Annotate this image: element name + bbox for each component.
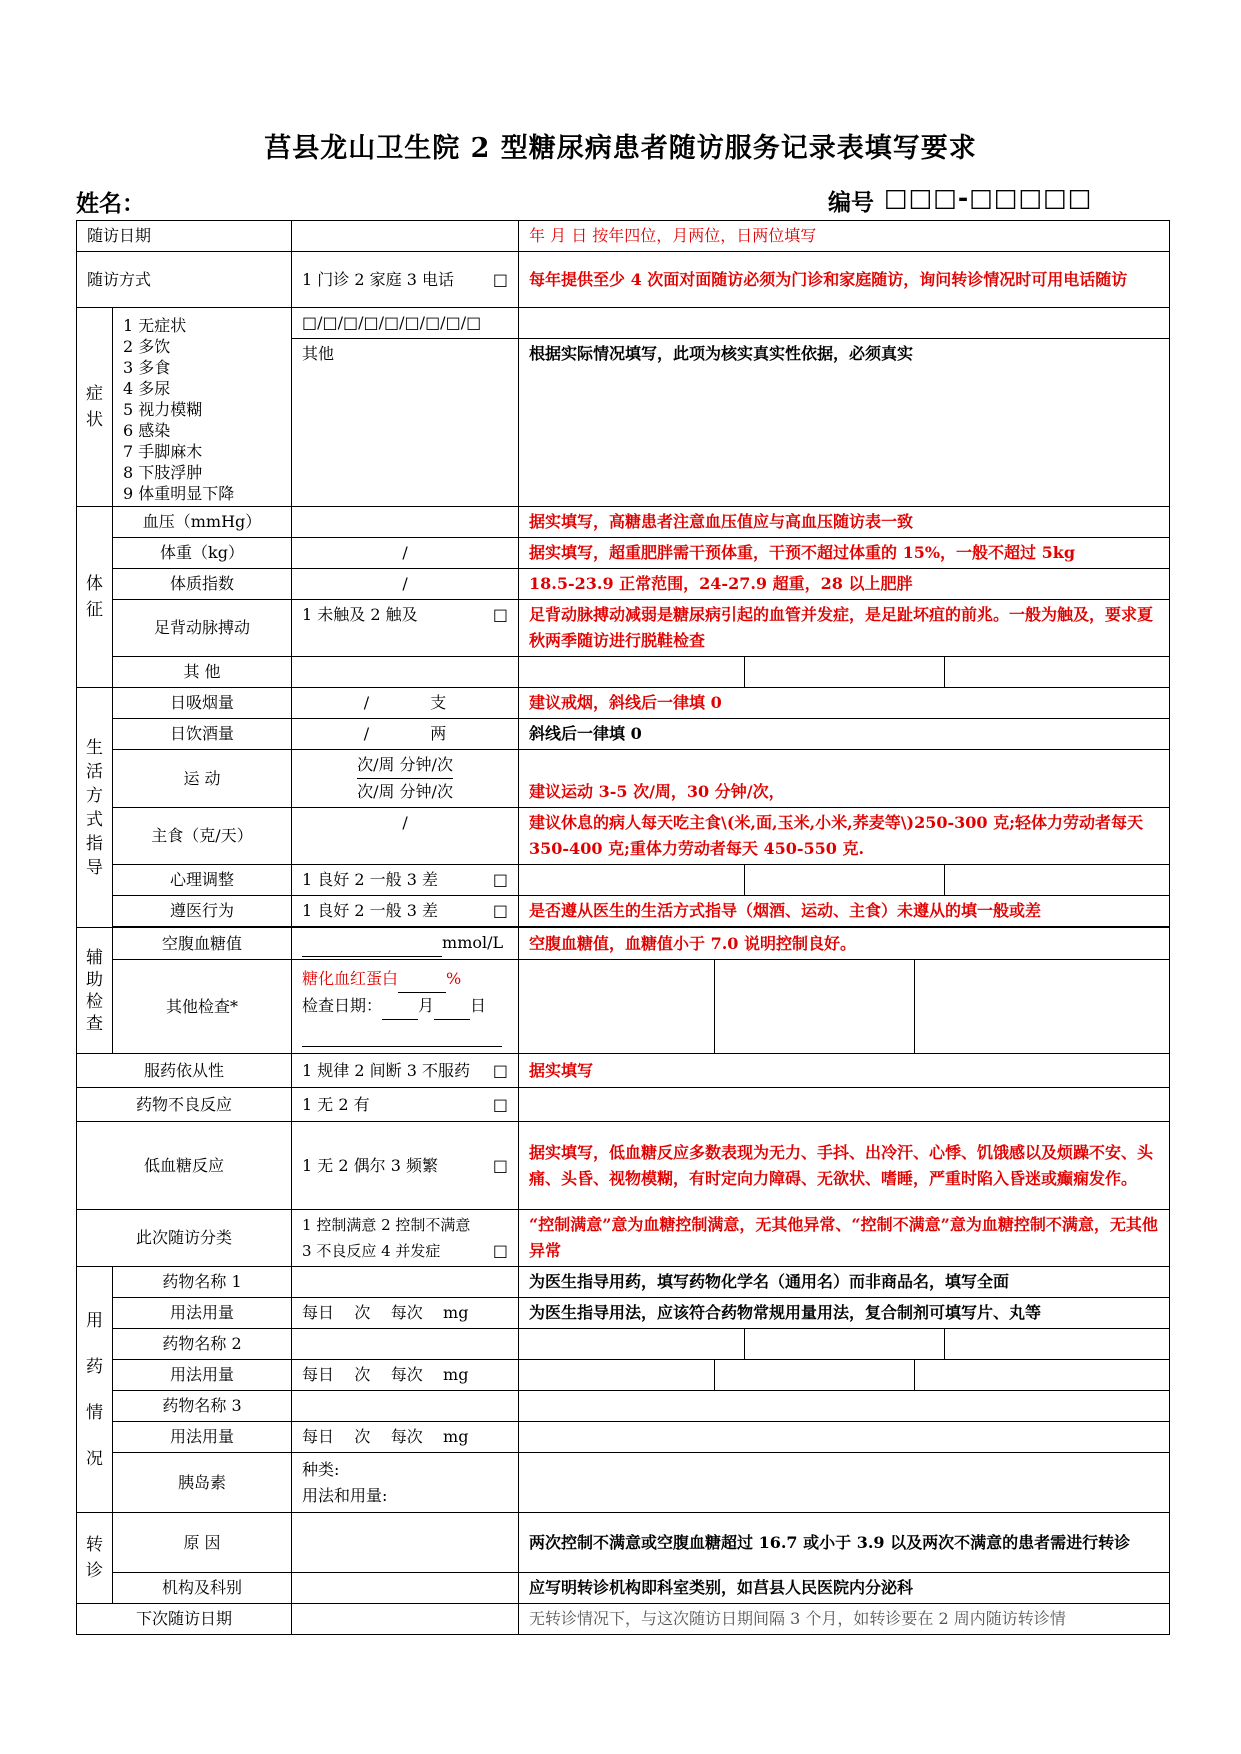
section-aux: 辅 助 检 查 [77, 928, 113, 1054]
input-hypoglycemia[interactable] [292, 1122, 519, 1210]
note-next-visit: 无转诊情况下，与这次随访日期间隔 3 个月，如转诊要在 2 周内随访转诊情 [519, 1604, 1170, 1635]
section-lifestyle: 生 活 方 式 指 导 [77, 688, 113, 928]
row-drug-1 [77, 1267, 1170, 1298]
symptom-item: 1 无症状 [123, 315, 187, 335]
input-bmi[interactable]: / [292, 569, 519, 600]
adherence-options: 1 规律 2 间断 3 不服药 [302, 1060, 470, 1080]
label-next-visit: 下次随访日期 [77, 1604, 292, 1635]
input-mental[interactable] [292, 865, 519, 896]
label-classification: 此次随访分类 [77, 1210, 292, 1267]
page-title: 莒县龙山卫生院 2 型糖尿病患者随访服务记录表填写要求 [264, 133, 977, 164]
note-adverse [519, 1088, 1170, 1122]
symptom-item: 2 多饮 [123, 336, 171, 356]
section-symptoms: 症 状 [77, 308, 113, 507]
foot-pulse-checkbox[interactable]: □ [492, 605, 509, 624]
input-insulin[interactable] [292, 1453, 519, 1513]
input-classification[interactable] [292, 1210, 519, 1267]
note-symptoms: 根据实际情况填写，此项为核实真实性依据，必须真实 [519, 339, 1170, 507]
adverse-checkbox[interactable]: □ [492, 1094, 509, 1114]
label-blood-pressure: 血压（mmHg） [113, 507, 292, 538]
symptom-note-top [519, 308, 1170, 339]
mental-options: 1 良好 2 一般 3 差 [302, 870, 438, 889]
insulin-type-label: 种类: [302, 1459, 340, 1479]
row-follow-up-method [77, 252, 1170, 308]
section-referral: 转 诊 [77, 1513, 113, 1604]
label-follow-up-date: 随访日期 [77, 221, 292, 252]
smoking-unit: 支 [430, 693, 447, 712]
label-smoking: 日吸烟量 [113, 688, 292, 719]
row-staple-food [77, 808, 1170, 865]
row-other-checks [77, 960, 1170, 1054]
input-usage-2[interactable]: 每日 次 每次 mg [292, 1360, 519, 1391]
row-compliance [77, 896, 1170, 927]
cell-blank[interactable] [519, 1391, 1170, 1422]
label-bmi: 体质指数 [113, 569, 292, 600]
label-hypoglycemia: 低血糖反应 [77, 1122, 292, 1210]
cell-blank[interactable] [915, 960, 1170, 1054]
foot-pulse-options: 1 未触及 2 触及 [302, 605, 418, 624]
note-drinking: 斜线后一律填 0 [519, 719, 1170, 750]
row-mental [77, 865, 1170, 896]
cell-blank[interactable] [915, 1360, 1170, 1391]
label-referral-reason: 原 因 [113, 1513, 292, 1573]
symptom-item: 3 多食 [123, 357, 171, 377]
input-fasting-glucose[interactable] [292, 928, 519, 960]
row-usage-3 [77, 1422, 1170, 1453]
input-usage-1[interactable]: 每日 次 每次 mg [292, 1298, 519, 1329]
symptom-item: 5 视力模糊 [123, 399, 203, 419]
symptom-checkboxes[interactable]: □/□/□/□/□/□/□/□/□ [292, 308, 519, 339]
classification-checkbox[interactable]: □ [492, 1241, 509, 1260]
row-next-visit [77, 1604, 1170, 1635]
row-drinking [77, 719, 1170, 750]
row-smoking [77, 688, 1170, 719]
symptom-item: 4 多尿 [123, 378, 171, 398]
hba1c-label: 糖化血红蛋白 [302, 969, 399, 988]
label-insulin: 胰岛素 [113, 1453, 292, 1513]
input-blood-pressure[interactable] [292, 507, 519, 538]
input-drinking[interactable] [292, 719, 519, 750]
label-other-checks: 其他检查* [113, 960, 292, 1054]
input-adherence[interactable] [292, 1054, 519, 1088]
follow-up-form-table [76, 220, 1170, 1635]
note-smoking: 建议戒烟，斜线后一律填 0 [519, 688, 1170, 719]
code-boxes[interactable]: □□□-□□□□□ [884, 183, 1093, 212]
label-fasting-glucose: 空腹血糖值 [113, 928, 292, 960]
note-weight: 据实填写，超重肥胖需干预体重，干预不超过体重的 15%，一般不超过 5kg [519, 538, 1170, 569]
row-foot-pulse [77, 600, 1170, 657]
input-next-visit[interactable] [292, 1604, 519, 1635]
input-drug-3[interactable] [292, 1391, 519, 1422]
cell-blank[interactable] [745, 1329, 945, 1360]
note-blood-pressure: 据实填写，高糖患者注意血压值应与高血压随访表一致 [519, 507, 1170, 538]
row-symptoms [77, 308, 1170, 339]
row-hypoglycemia [77, 1122, 1170, 1210]
label-staple-food: 主食（克/天） [113, 808, 292, 865]
label-drinking: 日饮酒量 [113, 719, 292, 750]
row-bmi [77, 569, 1170, 600]
symptom-item: 7 手脚麻木 [123, 441, 203, 461]
cell-blank[interactable] [519, 1360, 715, 1391]
input-compliance[interactable] [292, 896, 519, 927]
check-day-label: 日 [470, 996, 487, 1015]
cell-blank[interactable] [519, 865, 745, 896]
hba1c-unit: % [446, 969, 462, 988]
row-usage-1 [77, 1298, 1170, 1329]
input-drug-1[interactable] [292, 1267, 519, 1298]
note-hypoglycemia: 据实填写，低血糖反应多数表现为无力、手抖、出冷汗、心悸、饥饿感以及烦躁不安、头痛、头昏、视物模糊，有时定向力障碍、无欲状、嗜睡，严重时陷入昏迷或癫痫发作。 [519, 1122, 1170, 1210]
cell-blank[interactable] [745, 657, 945, 688]
note-drug-1: 为医生指导用药，填写药物化学名（通用名）而非商品名，填写全面 [519, 1267, 1170, 1298]
label-adverse: 药物不良反应 [77, 1088, 292, 1122]
row-fasting-glucose [77, 928, 1170, 960]
cell-blank[interactable] [715, 960, 915, 1054]
label-follow-up-method: 随访方式 [77, 252, 292, 308]
row-referral-dept [77, 1573, 1170, 1604]
label-adherence: 服药依从性 [77, 1054, 292, 1088]
row-usage-2 [77, 1360, 1170, 1391]
input-follow-up-method[interactable] [292, 252, 519, 308]
check-date-label: 检查日期： [302, 996, 383, 1015]
mental-checkbox[interactable]: □ [492, 870, 509, 889]
note-follow-up-method: 每年提供至少 4 次面对面随访必须为门诊和家庭随访，询问转诊情况时可用电话随访 [519, 252, 1170, 308]
input-drug-2[interactable] [292, 1329, 519, 1360]
label-weight: 体重（kg） [113, 538, 292, 569]
note-classification: “控制满意”意为血糖控制满意，无其他异常、“控制不满意”意为血糖控制不满意，无其他异常 [519, 1210, 1170, 1267]
method-checkbox[interactable]: □ [492, 269, 509, 289]
row-adherence [77, 1054, 1170, 1088]
code-label: 编号 [828, 189, 874, 216]
label-referral-dept: 机构及科别 [113, 1573, 292, 1604]
row-follow-up-date [77, 221, 1170, 252]
cell-blank[interactable] [945, 1329, 1170, 1360]
adherence-checkbox[interactable]: □ [492, 1060, 509, 1080]
label-exercise: 运 动 [113, 750, 292, 808]
symptom-other[interactable]: 其他 [292, 339, 519, 507]
input-usage-3[interactable]: 每日 次 每次 mg [292, 1422, 519, 1453]
input-exercise[interactable] [292, 750, 519, 808]
row-drug-3 [77, 1391, 1170, 1422]
label-usage-1: 用法用量 [113, 1298, 292, 1329]
drinking-unit: 两 [430, 724, 447, 743]
row-drug-2 [77, 1329, 1170, 1360]
note-follow-up-date: 年 月 日 按年四位，月两位，日两位填写 [519, 221, 1170, 252]
note-adherence: 据实填写 [519, 1054, 1170, 1088]
label-drug-1: 药物名称 1 [113, 1267, 292, 1298]
note-staple-food: 建议休息的病人每天吃主食\(米,面,玉米,小米,荞麦等\)250-300 克;轻体力劳动者每天 350-400 克;重体力劳动者每天 450-550 克. [519, 808, 1170, 865]
label-foot-pulse: 足背动脉搏动 [113, 600, 292, 657]
note-usage-1: 为医生指导用法，应该符合药物常规用量用法，复合制剂可填写片、丸等 [519, 1298, 1170, 1329]
cell-blank[interactable] [945, 865, 1170, 896]
note-foot-pulse: 足背动脉搏动减弱是糖尿病引起的血管并发症，是足趾坏疽的前兆。一般为触及，要求夏秋两季随访进行脱鞋检查 [519, 600, 1170, 657]
label-drug-3: 药物名称 3 [113, 1391, 292, 1422]
hypoglycemia-checkbox[interactable]: □ [492, 1155, 509, 1175]
row-blood-pressure [77, 507, 1170, 538]
note-referral-dept: 应写明转诊机构即科室类别，如莒县人民医院内分泌科 [519, 1573, 1170, 1604]
classification-line-1: 1 控制满意 2 控制不满意 [302, 1216, 471, 1234]
label-drug-2: 药物名称 2 [113, 1329, 292, 1360]
input-adverse[interactable] [292, 1088, 519, 1122]
cell-blank[interactable] [519, 1453, 1170, 1513]
method-options: 1 门诊 2 家庭 3 电话 [302, 269, 454, 289]
insulin-usage-label: 用法和用量: [302, 1485, 388, 1505]
row-classification [77, 1210, 1170, 1267]
symptom-item: 9 体重明显下降 [123, 483, 235, 503]
row-adverse [77, 1088, 1170, 1122]
section-signs: 体 征 [77, 507, 113, 688]
compliance-checkbox[interactable]: □ [492, 901, 509, 920]
row-referral-reason [77, 1513, 1170, 1573]
row-exercise [77, 750, 1170, 808]
compliance-options: 1 良好 2 一般 3 差 [302, 901, 438, 920]
input-smoking[interactable] [292, 688, 519, 719]
note-bmi: 18.5-23.9 正常范围，24-27.9 超重，28 以上肥胖 [519, 569, 1170, 600]
input-follow-up-date[interactable] [292, 221, 519, 252]
classification-line-2: 3 不良反应 4 并发症 [302, 1242, 441, 1260]
name-label: 姓名： [76, 190, 145, 217]
input-referral-dept[interactable] [292, 1573, 519, 1604]
row-weight [77, 538, 1170, 569]
cell-blank[interactable] [519, 960, 715, 1054]
cell-blank[interactable] [715, 1360, 915, 1391]
section-medication: 用 药 情 况 [77, 1267, 113, 1513]
cell-blank[interactable] [519, 1329, 745, 1360]
symptom-item: 8 下肢浮肿 [123, 462, 203, 482]
exercise-line-1: 次/周 分钟/次 [357, 752, 453, 779]
cell-blank[interactable] [945, 657, 1170, 688]
row-insulin [77, 1453, 1170, 1513]
label-compliance: 遵医行为 [113, 896, 292, 927]
hypoglycemia-options: 1 无 2 偶尔 3 频繁 [302, 1155, 438, 1175]
cell-blank[interactable] [745, 865, 945, 896]
input-other-checks[interactable] [292, 960, 519, 1054]
input-signs-other[interactable] [292, 657, 519, 688]
symptom-item: 6 感染 [123, 420, 171, 440]
symptom-list [113, 308, 292, 507]
smoking-slash: / [363, 693, 370, 712]
label-usage-3: 用法用量 [113, 1422, 292, 1453]
cell-blank[interactable] [519, 1422, 1170, 1453]
input-staple-food[interactable]: / [292, 808, 519, 865]
exercise-line-2: 次/周 分钟/次 [357, 782, 453, 801]
cell-blank[interactable] [519, 657, 745, 688]
label-usage-2: 用法用量 [113, 1360, 292, 1391]
drinking-slash: / [363, 724, 370, 743]
label-mental: 心理调整 [113, 865, 292, 896]
input-referral-reason[interactable] [292, 1513, 519, 1573]
note-referral-reason: 两次控制不满意或空腹血糖超过 16.7 或小于 3.9 以及两次不满意的患者需进行转诊 [519, 1513, 1170, 1573]
check-month-label: 月 [418, 996, 435, 1015]
input-foot-pulse[interactable] [292, 600, 519, 657]
note-compliance: 是否遵从医生的生活方式指导（烟酒、运动、主食）未遵从的填一般或差 [519, 896, 1170, 927]
adverse-options: 1 无 2 有 [302, 1094, 370, 1114]
fasting-glucose-unit: mmol/L [442, 933, 504, 952]
row-signs-other [77, 657, 1170, 688]
input-weight[interactable]: / [292, 538, 519, 569]
note-fasting-glucose: 空腹血糖值，血糖值小于 7.0 说明控制良好。 [519, 928, 1170, 960]
note-exercise: 建议运动 3-5 次/周，30 分钟/次， [519, 750, 1170, 808]
label-signs-other: 其 他 [113, 657, 292, 688]
